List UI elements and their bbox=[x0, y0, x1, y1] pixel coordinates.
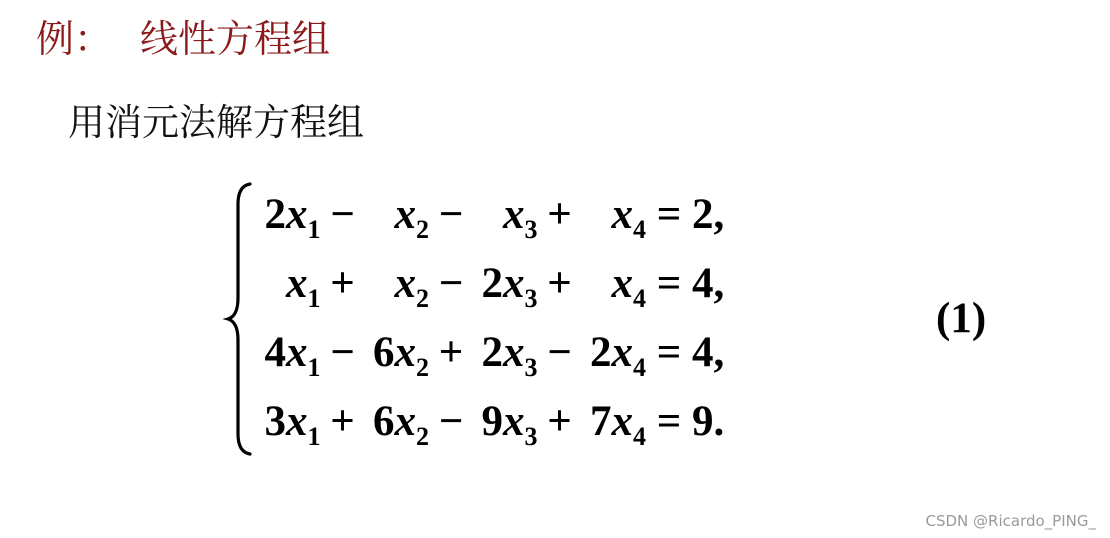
variable-subscript: 4 bbox=[633, 422, 646, 451]
variable-symbol: x bbox=[611, 260, 633, 307]
equation-system bbox=[248, 180, 724, 456]
variable-x4 bbox=[612, 249, 647, 318]
coefficient: 2 bbox=[264, 191, 286, 238]
operator: − bbox=[438, 398, 464, 445]
variable-symbol: x bbox=[286, 329, 308, 376]
operator: + bbox=[438, 329, 464, 376]
variable-subscript: 1 bbox=[307, 215, 321, 244]
coefficient: 2 bbox=[590, 329, 612, 376]
variable-subscript: 3 bbox=[524, 422, 538, 451]
operator: + bbox=[330, 260, 355, 307]
variable-subscript: 4 bbox=[633, 215, 646, 244]
right-hand-side: 4, bbox=[692, 260, 725, 307]
variable-subscript: 3 bbox=[524, 284, 538, 313]
equals-sign: = bbox=[656, 329, 682, 376]
coefficient: 2 bbox=[481, 260, 503, 307]
equation-row bbox=[248, 249, 724, 318]
equation-row bbox=[248, 180, 724, 249]
variable-subscript: 1 bbox=[307, 353, 321, 382]
variable-symbol: x bbox=[503, 191, 525, 238]
variable-symbol: x bbox=[394, 260, 416, 307]
operator: + bbox=[547, 398, 572, 445]
equation-number: (1) bbox=[936, 295, 987, 342]
variable-x2 bbox=[395, 387, 430, 456]
variable-x3 bbox=[503, 249, 538, 318]
variable-x4 bbox=[612, 318, 647, 387]
variable-x2 bbox=[395, 180, 430, 249]
right-hand-side: 4, bbox=[692, 329, 725, 376]
variable-subscript: 4 bbox=[633, 353, 646, 382]
variable-subscript: 2 bbox=[416, 284, 429, 313]
title-text: 线性方程组 bbox=[140, 17, 331, 61]
coefficient: 6 bbox=[373, 329, 395, 376]
variable-symbol: x bbox=[394, 329, 416, 376]
variable-symbol: x bbox=[611, 329, 633, 376]
variable-symbol: x bbox=[286, 398, 308, 445]
variable-subscript: 2 bbox=[416, 422, 429, 451]
problem-statement: 用消元法解方程组 bbox=[68, 101, 364, 144]
variable-symbol: x bbox=[503, 398, 525, 445]
variable-symbol: x bbox=[611, 398, 633, 445]
variable-symbol: x bbox=[503, 260, 525, 307]
coefficient: 4 bbox=[264, 329, 286, 376]
operator: − bbox=[330, 191, 355, 238]
slide-title bbox=[36, 8, 330, 63]
equals-sign: = bbox=[656, 260, 682, 307]
coefficient: 3 bbox=[264, 398, 286, 445]
variable-x4 bbox=[612, 387, 647, 456]
variable-x4 bbox=[612, 180, 647, 249]
coefficient: 7 bbox=[590, 398, 612, 445]
variable-symbol: x bbox=[286, 260, 308, 307]
watermark: CSDN @Ricardo_PING_ bbox=[925, 512, 1096, 530]
operator: − bbox=[547, 329, 572, 376]
variable-subscript: 1 bbox=[307, 422, 321, 451]
equals-sign: = bbox=[656, 398, 682, 445]
variable-subscript: 2 bbox=[416, 215, 429, 244]
variable-x1 bbox=[286, 318, 321, 387]
variable-subscript: 2 bbox=[416, 353, 429, 382]
variable-symbol: x bbox=[286, 191, 308, 238]
coefficient: 6 bbox=[373, 398, 395, 445]
variable-symbol: x bbox=[503, 329, 525, 376]
variable-subscript: 1 bbox=[307, 284, 321, 313]
right-hand-side: 9. bbox=[692, 398, 725, 445]
variable-x2 bbox=[395, 318, 430, 387]
variable-x3 bbox=[503, 180, 538, 249]
coefficient: 2 bbox=[481, 329, 503, 376]
equation-row bbox=[248, 387, 724, 456]
variable-x3 bbox=[503, 318, 538, 387]
variable-symbol: x bbox=[394, 191, 416, 238]
operator: − bbox=[438, 260, 464, 307]
operator: + bbox=[547, 260, 572, 307]
variable-subscript: 3 bbox=[524, 353, 538, 382]
example-label: 例： bbox=[36, 17, 113, 61]
operator: + bbox=[547, 191, 572, 238]
operator: + bbox=[330, 398, 355, 445]
variable-x1 bbox=[286, 249, 321, 318]
operator: − bbox=[330, 329, 355, 376]
variable-subscript: 4 bbox=[633, 284, 646, 313]
variable-x1 bbox=[286, 387, 321, 456]
operator: − bbox=[438, 191, 464, 238]
variable-symbol: x bbox=[611, 191, 633, 238]
coefficient: 9 bbox=[481, 398, 503, 445]
variable-x1 bbox=[286, 180, 321, 249]
right-hand-side: 2, bbox=[692, 191, 725, 238]
equals-sign: = bbox=[656, 191, 682, 238]
variable-symbol: x bbox=[394, 398, 416, 445]
variable-subscript: 3 bbox=[524, 215, 538, 244]
variable-x2 bbox=[395, 249, 430, 318]
variable-x3 bbox=[503, 387, 538, 456]
equation-row bbox=[248, 318, 724, 387]
